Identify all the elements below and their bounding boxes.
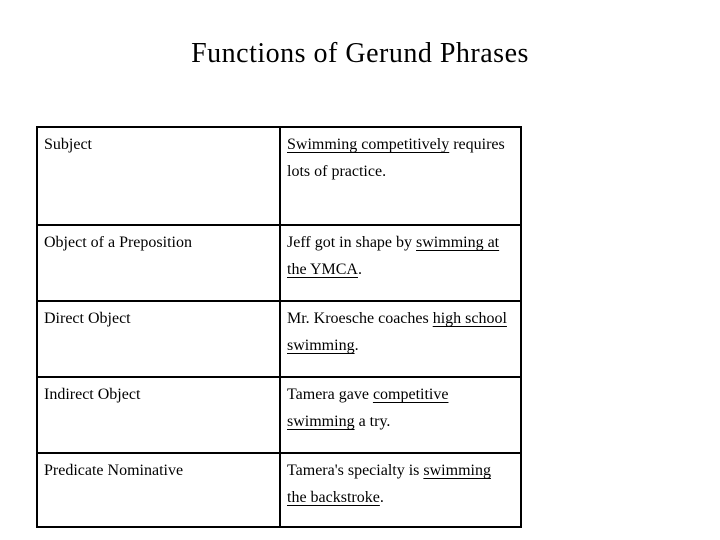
gerund-phrase: competitive swimming [287,386,449,430]
function-cell: Object of a Preposition [37,225,280,301]
function-cell: Subject [37,127,280,225]
page-title: Functions of Gerund Phrases [191,38,529,69]
table-row [37,453,521,527]
example-text-after: . [357,261,362,278]
example-text-before: Mr. Kroesche coaches [287,310,433,327]
table-row [37,377,521,453]
example-text-before: Tamera's specialty is [287,462,424,479]
example-cell [280,301,521,377]
gerund-phrase: Swimming competitively [287,136,450,153]
example-cell [280,453,521,527]
table-row [37,127,521,225]
example-text-after: a try. [354,413,391,430]
example-text-after: requires lots of practice. [287,136,505,180]
gerund-phrase: high school swimming [287,310,507,354]
gerund-phrase: swimming at the YMCA [287,234,500,278]
example-text-before: Jeff got in shape by [287,234,417,251]
example-cell [280,127,521,225]
function-cell: Predicate Nominative [37,453,280,527]
example-text-after: . [354,337,359,354]
example-cell [280,377,521,453]
function-cell: Indirect Object [37,377,280,453]
function-cell: Direct Object [37,301,280,377]
table-row [37,225,521,301]
example-text-after: . [379,489,384,506]
gerund-phrase: swimming the backstroke [287,462,491,506]
gerund-functions-table [36,126,522,528]
example-text-before: Tamera gave [287,386,373,403]
example-cell [280,225,521,301]
table-row [37,301,521,377]
